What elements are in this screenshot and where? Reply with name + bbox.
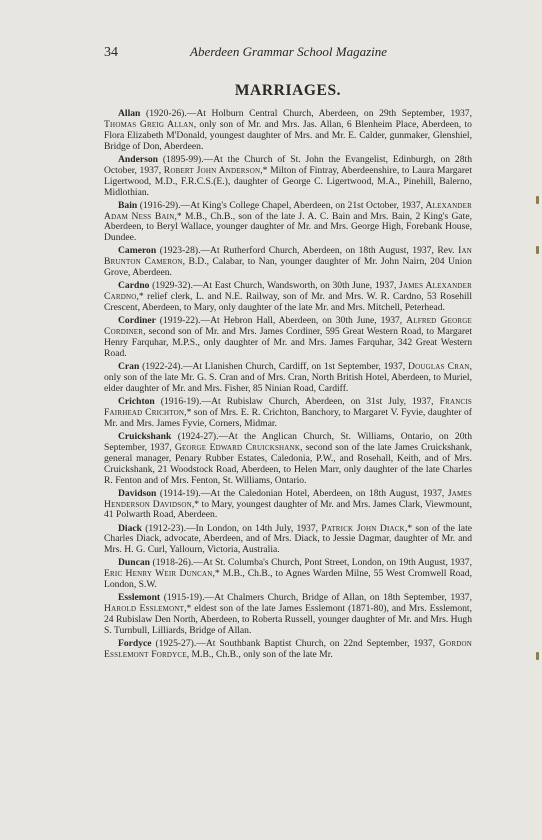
marriage-entry (104, 201, 472, 245)
entry-text: ,* M.B., Ch.B., son of the late J. A. C. Bain and Mrs. Bain, 2 King's Gate, Aberdeen, to Beryl Wallace, younger daughter of Mr. and Mrs. George High, Forebank House, Dundee. (104, 210, 472, 244)
groom-name: Thomas Greig Allan (104, 118, 194, 130)
page-number: 34 (104, 45, 118, 60)
entry-text: , only son of the late Mr. G. S. Cran and of Mrs. Cran, North British Hotel, Aberdeen, to Muriel, elder daughter of Mr. and Mrs. Fisher, 85 Ninian Road, Cardiff. (104, 361, 472, 394)
marriage-entry (104, 155, 472, 199)
margin-mark (536, 196, 539, 204)
marriage-entry (104, 489, 472, 522)
entry-surname: Cran (118, 361, 140, 373)
entry-text: ,* M.B., Ch.B., to Agnes Warden Milne, 55 West Cromwell Road, London, S.W. (104, 568, 472, 591)
groom-name: Harold Esslemont (104, 603, 185, 615)
marriage-entry (104, 639, 472, 661)
groom-name: James Henderson Davidson (104, 487, 472, 510)
groom-name: Alfred George Cordiner (104, 315, 472, 338)
entry-surname: Esslemont (118, 592, 161, 604)
entry-text: (1924-27).—At the Anglican Church, St. Williams, Ontario, on 20th September, 1937, (104, 430, 472, 453)
marriage-entry (104, 432, 472, 487)
groom-name: Ian Brunton Cameron (104, 245, 472, 268)
entry-surname: Davidson (118, 487, 157, 499)
entry-text: , M.B., Ch.B., only son of the late Mr. (186, 649, 333, 661)
entry-text: (1920-26).—At Holburn Central Church, Aberdeen, on 29th September, 1937, (140, 108, 472, 119)
entry-text: , only son of Mr. and Mrs. Jas. Allan, 6 Blenheim Place, Aberdeen, to Flora Elizabeth M'Donald, youngest daughter of Mrs. and Mr. E. Calder, gunmaker, Glenshiel, Bridge of Don, Aberdeen. (104, 118, 472, 152)
marriage-entry (104, 316, 472, 360)
entry-surname: Cardno (118, 280, 150, 292)
entry-surname: Anderson (118, 153, 158, 165)
entry-surname: Cameron (118, 245, 157, 257)
entry-text: , B.D., Calabar, to Nan, younger daughter of Mr. John Nairn, 204 Union Grove, Aberdeen. (104, 256, 472, 279)
entry-surname: Cordiner (118, 315, 156, 327)
marriage-entry (104, 362, 472, 395)
entry-text: (1919-22).—At Hebron Hall, Aberdeen, on 30th June, 1937, (155, 315, 407, 327)
groom-name: Eric Henry Weir Duncan (104, 568, 213, 580)
entry-text: (1916-19).—At Rubislaw Church, Aberdeen, on 31st July, 1937, (154, 395, 440, 407)
entry-text: (1895-99).—At the Church of St. John the Evangelist, Edinburgh, on 28th October, 1937, (104, 153, 472, 176)
entry-surname: Bain (118, 199, 138, 211)
journal-title: Aberdeen Grammar School Magazine (190, 44, 388, 59)
entry-surname: Crichton (118, 395, 155, 407)
groom-name: James Alexander Cardno (104, 280, 472, 303)
marriage-entry (104, 593, 472, 637)
entry-text: (1925-27).—At Southbank Baptist Church, on 22nd September, 1937, (151, 638, 439, 650)
entry-surname: Fordyce (118, 638, 152, 650)
entry-text: (1918-26).—At St. Columba's Church, Pont Street, London, on 19th August, 1937, (150, 557, 472, 569)
entry-surname: Duncan (118, 557, 150, 569)
marriage-entry (104, 397, 472, 430)
entry-text: , second son of the late James Cruickshank, general manager, Penary Rubber Estates, Caledonia, P.W., and Rosehall, Keith, and of Mrs. Cruickshank, 21 Woodstock Road, Aberdeen, to Helen Marr, only daughter of the late Charles R. Fenton and of Mrs. Fenton, St. Williams, Ontario. (104, 441, 472, 486)
section-title: MARRIAGES. (234, 82, 342, 99)
entry-text: ,* eldest son of the late James Esslemont (1871-80), and Mrs. Esslemont, 24 Rubislaw Den North, Aberdeen, to Roberta Russell, younger daughter of Mr. and Mrs. Hugh S. Turnbull, Lilliards, Bridge of Allan. (104, 603, 473, 637)
entry-surname: Cruickshank (118, 430, 172, 442)
entry-text: (1914-19).—At the Caledonian Hotel, Aberdeen, on 18th August, 1937, (156, 487, 448, 499)
groom-name: Alexander Adam Ness Bain (104, 199, 472, 222)
entry-text: (1929-32).—At East Church, Wandsworth, on 30th June, 1937, (149, 280, 400, 292)
entry-surname: Diack (118, 522, 142, 534)
marriage-entry (104, 109, 472, 153)
entry-text: (1912-23).—In London, on 14th July, 1937, (141, 522, 322, 534)
groom-name: Douglas Cran (407, 361, 470, 373)
entry-text: , second son of Mr. and Mrs. James Cordiner, 595 Great Western Road, to Margaret Henry Farquhar, M.P.S., only daughter of Mr. and Mrs. James Farquhar, 342 Great Western Road. (104, 326, 472, 359)
entry-text: (1923-28).—At Rutherford Church, Aberdeen, on 18th August, 1937, Rev. (156, 245, 459, 257)
groom-name: Gordon Esslemont Fordyce (104, 638, 472, 661)
running-head (104, 44, 472, 68)
entry-text: ,* son of Mrs. E. R. Crichton, Banchory, to Margaret V. Fyvie, daughter of Mr. and Mrs. James Fyvie, Corners, Midmar. (104, 406, 472, 429)
groom-name: Patrick John Diack (321, 522, 405, 534)
entry-text: (1922-24).—At Llanishen Church, Cardiff, on 1st September, 1937, (139, 361, 408, 373)
groom-name: Robert John Anderson (163, 164, 261, 176)
marriage-entry (104, 524, 472, 557)
entry-text: ,* to Mary, youngest daughter of Mr. and Mrs. James Clark, Viewmount, 41 Polwarth Road, Aberdeen. (104, 498, 472, 521)
marriage-entries (104, 109, 472, 661)
entry-text: ,* son of the late Charles Diack, advocate, Aberdeen, and of Mrs. Diack, to Jessie Dagmar, daughter of Mr. and Mrs. H. G. Curl, Yallourn, Victoria, Australia. (104, 522, 472, 556)
groom-name: George Edward Cruickshank (174, 441, 301, 453)
margin-mark (536, 652, 539, 660)
entry-text: ,* relief clerk, L. and N.E. Railway, son of Mr. and Mrs. W. R. Cardno, 53 Rosehill Crescent, Aberdeen, to Mary, only daughter of the late Mr. and Mrs. Mitchell, Peterhead. (104, 291, 472, 314)
marriage-entry (104, 558, 472, 591)
marriage-entry (104, 246, 472, 279)
margin-mark (536, 246, 539, 254)
entry-text: (1915-19).—At Chalmers Church, Bridge of Allan, on 18th September, 1937, (160, 592, 472, 604)
groom-name: Francis Fairhead Crichton (104, 395, 472, 418)
entry-surname: Allan (118, 108, 141, 119)
entry-text: (1916-29).—At King's College Chapel, Aberdeen, on 21st October, 1937, (137, 199, 426, 211)
marriage-entry (104, 281, 472, 314)
entry-text: ,* Milton of Fintray, Aberdeenshire, to Laura Margaret Ligertwood, M.D., F.R.C.S.(E.), daughter of George C. Ligertwood, M.A., Pinehill, Balerno, Midlothian. (104, 164, 472, 198)
